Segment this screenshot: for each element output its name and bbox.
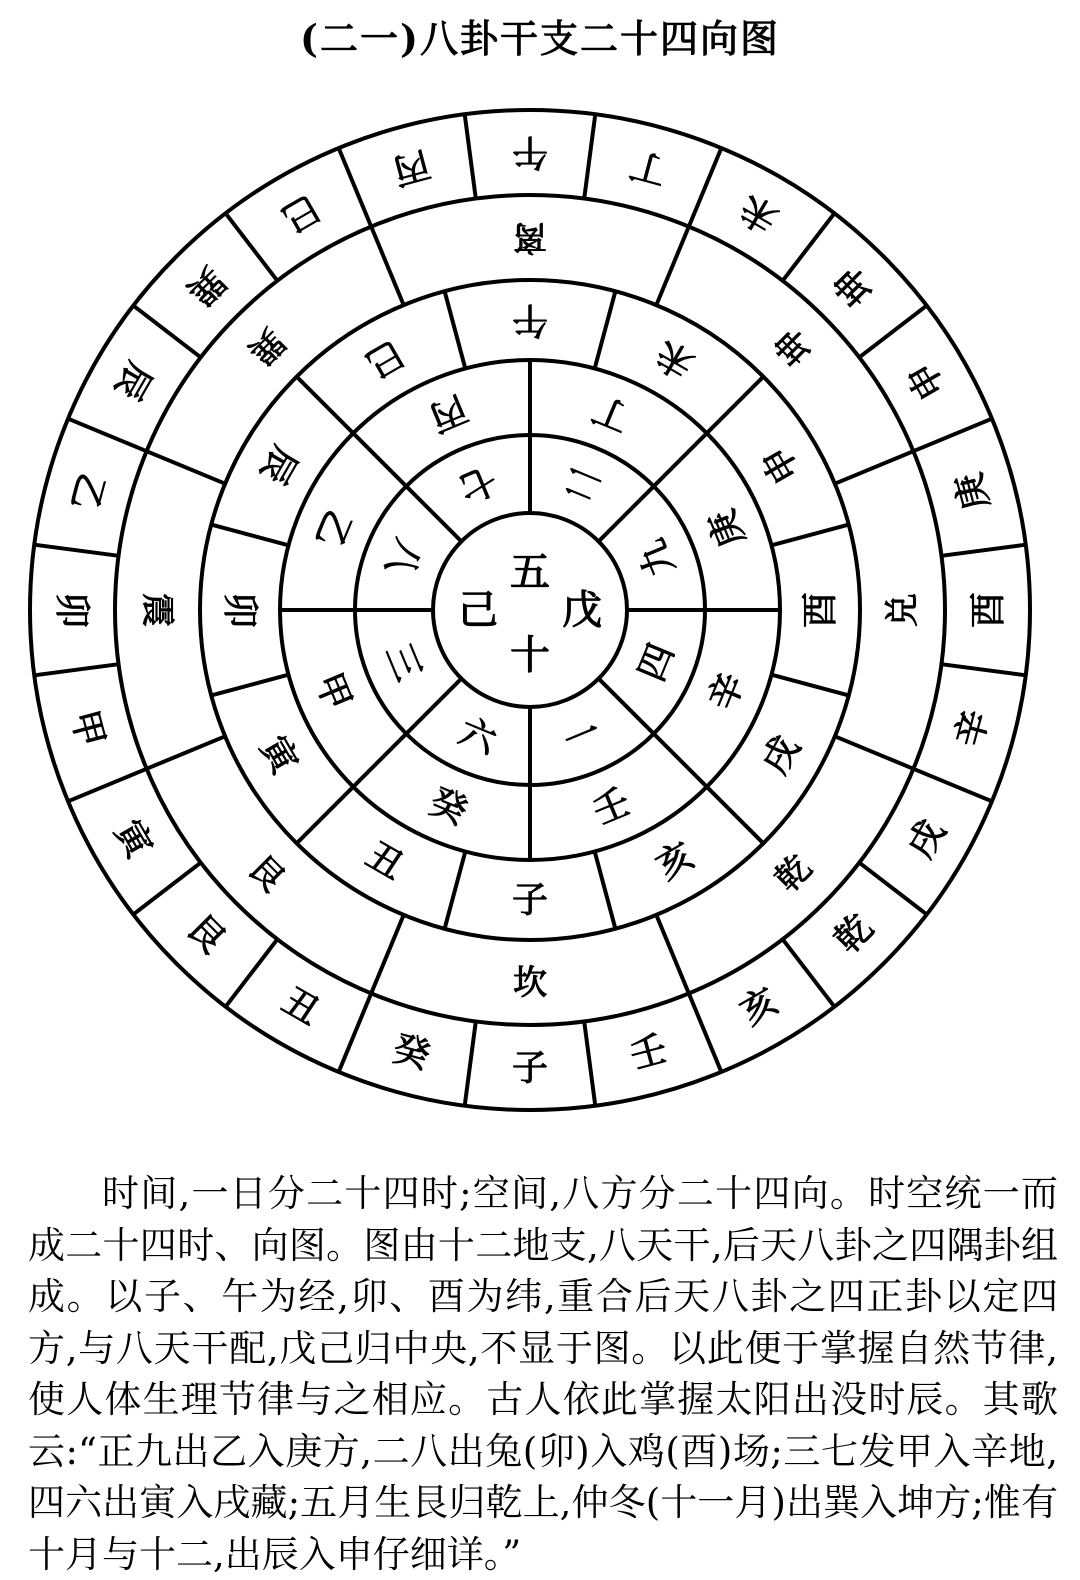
outer-direction-label: 癸 <box>388 1027 435 1078</box>
description-text <box>28 1168 1058 1580</box>
divider-stems-5 <box>353 734 406 787</box>
outer-direction-label: 子 <box>511 1047 549 1089</box>
ring-circle-5 <box>30 110 1030 1110</box>
number-label: 六 <box>452 710 503 763</box>
stem-label: 辛 <box>700 666 754 717</box>
branch-label: 辰 <box>251 438 307 492</box>
outer-direction-label: 辛 <box>947 705 998 752</box>
outer-direction-label: 艮 <box>178 906 234 962</box>
center-label-left: 己 <box>458 586 498 634</box>
divider-outer-6 <box>941 664 1025 675</box>
divider-trigrams-7 <box>371 227 404 306</box>
number-label: 三 <box>377 637 430 688</box>
ring-lines <box>30 110 1030 1110</box>
divider-outer-3 <box>859 306 927 358</box>
divider-branches-0 <box>595 291 616 368</box>
trigram-label: 兑 <box>883 593 923 627</box>
trigram-label: 乾 <box>767 847 820 900</box>
outer-direction-label: 庚 <box>947 468 998 515</box>
divider-branches-4 <box>707 787 764 844</box>
stem-label: 丁 <box>586 386 637 440</box>
stem-label: 甲 <box>306 666 360 717</box>
outer-direction-label: 甲 <box>62 705 113 752</box>
trigram-label: 艮 <box>240 847 293 900</box>
divider-branches-8 <box>211 675 288 696</box>
divider-numbers-5 <box>406 679 461 734</box>
divider-outer-13 <box>339 993 372 1072</box>
divider-stems-1 <box>654 433 707 486</box>
divider-outer-19 <box>68 419 147 452</box>
center-label-right: 戊 <box>562 586 602 634</box>
outer-direction-label: 寅 <box>106 812 161 866</box>
divider-outer-18 <box>34 545 118 556</box>
outer-direction-label: 巽 <box>178 258 234 314</box>
divider-trigrams-0 <box>656 227 689 306</box>
outer-direction-label: 辰 <box>106 354 161 408</box>
outer-direction-label: 酉 <box>967 591 1009 629</box>
divider-outer-1 <box>689 148 722 227</box>
divider-branches-1 <box>707 377 764 434</box>
divider-branches-2 <box>772 525 849 546</box>
branch-label: 子 <box>511 879 549 921</box>
trigram-label: 坎 <box>513 963 547 1003</box>
number-label: 七 <box>452 457 503 510</box>
divider-branches-3 <box>772 675 849 696</box>
divider-outer-17 <box>34 664 118 675</box>
divider-trigrams-3 <box>656 915 689 994</box>
divider-outer-14 <box>226 939 278 1007</box>
divider-trigrams-4 <box>371 915 404 994</box>
divider-numbers-1 <box>599 486 654 541</box>
bagua-24-directions-diagram <box>0 90 1080 1150</box>
divider-outer-16 <box>68 769 147 802</box>
divider-branches-9 <box>211 525 288 546</box>
branch-label: 巳 <box>358 331 412 387</box>
divider-outer-22 <box>339 148 372 227</box>
divider-outer-0 <box>584 114 595 198</box>
divider-outer-4 <box>913 419 992 452</box>
outer-direction-label: 丙 <box>388 142 435 193</box>
outer-direction-label: 巳 <box>274 186 328 241</box>
branch-label: 申 <box>753 438 809 492</box>
number-label: 二 <box>557 457 608 510</box>
divider-trigrams-1 <box>835 451 914 484</box>
divider-outer-12 <box>465 1021 476 1105</box>
divider-trigrams-6 <box>147 451 226 484</box>
divider-stems-7 <box>353 433 406 486</box>
divider-outer-21 <box>226 213 278 280</box>
divider-outer-10 <box>689 993 722 1072</box>
divider-branches-7 <box>297 787 354 844</box>
divider-outer-15 <box>133 863 201 915</box>
center-label-bottom: 十 <box>510 631 550 679</box>
outer-direction-label: 壬 <box>625 1027 672 1078</box>
number-label: 一 <box>557 710 608 763</box>
branch-label: 寅 <box>251 728 307 782</box>
outer-direction-label: 坤 <box>826 258 882 314</box>
divider-outer-9 <box>783 939 835 1007</box>
divider-stems-3 <box>654 734 707 787</box>
divider-trigrams-2 <box>835 736 914 769</box>
branch-label: 亥 <box>648 833 702 889</box>
outer-direction-label: 申 <box>899 354 954 408</box>
divider-branches-6 <box>445 852 466 929</box>
trigram-label: 震 <box>137 593 177 627</box>
outer-direction-label: 卯 <box>51 591 93 629</box>
branch-label: 卯 <box>219 591 261 629</box>
divider-outer-2 <box>783 213 835 280</box>
branch-label: 戌 <box>753 728 809 782</box>
outer-direction-label: 戌 <box>899 812 954 866</box>
branch-label: 午 <box>511 299 549 341</box>
divider-numbers-7 <box>406 486 461 541</box>
trigram-label: 离 <box>513 217 547 257</box>
divider-outer-5 <box>941 545 1025 556</box>
divider-numbers-3 <box>599 679 654 734</box>
divider-branches-5 <box>595 852 616 929</box>
stem-label: 庚 <box>700 503 754 554</box>
divider-outer-20 <box>133 306 201 358</box>
divider-outer-8 <box>859 863 927 915</box>
outer-direction-label: 乙 <box>62 468 113 515</box>
trigram-label: 巽 <box>240 320 293 373</box>
page-title: (二一)八卦干支二十四向图 <box>300 16 780 61</box>
number-label: 八 <box>377 532 430 583</box>
stem-label: 丙 <box>423 386 474 440</box>
outer-direction-label: 亥 <box>732 979 786 1034</box>
center-label-top: 五 <box>510 548 550 596</box>
description-paragraph: 时间,一日分二十四时;空间,八方分二十四向。时空统一而成二十四时、向图。图由十二地支,八天干,后天八卦之四隅卦组成。以子、午为经,卯、酉为纬,重合后天八卦之四正卦以定四方,与八天干配,戊己归中央,不显于图。以此便于掌握自然节律,使人体生理节律与之相应。古人依此掌握太阳出没时辰。其歌云:“正九出乙入庚方,二八出兔(卯)入鸡(酉)场;三七发甲入辛地,四六出寅入戌藏;五月生艮归乾上,仲冬(十一月)出巽入坤方;惟有十月与十二,出辰入申仔细详。” <box>28 1172 1058 1576</box>
stem-label: 癸 <box>423 780 474 834</box>
stem-label: 壬 <box>586 780 637 834</box>
divider-branches-11 <box>445 291 466 368</box>
number-label: 九 <box>630 532 683 583</box>
divider-outer-7 <box>913 769 992 802</box>
trigram-label: 坤 <box>767 320 820 373</box>
outer-direction-label: 未 <box>732 186 786 241</box>
outer-direction-label: 乾 <box>826 906 882 962</box>
divider-trigrams-5 <box>147 736 226 769</box>
outer-direction-label: 丁 <box>625 142 672 193</box>
divider-branches-10 <box>297 377 354 434</box>
number-label: 四 <box>630 637 683 688</box>
branch-label: 未 <box>648 331 702 387</box>
stem-label: 乙 <box>306 503 360 554</box>
divider-outer-11 <box>584 1021 595 1105</box>
divider-outer-23 <box>465 114 476 198</box>
ring-labels <box>51 131 1009 1089</box>
branch-label: 丑 <box>358 833 412 889</box>
outer-direction-label: 午 <box>511 131 549 173</box>
branch-label: 酉 <box>799 591 841 629</box>
outer-direction-label: 丑 <box>274 979 328 1034</box>
